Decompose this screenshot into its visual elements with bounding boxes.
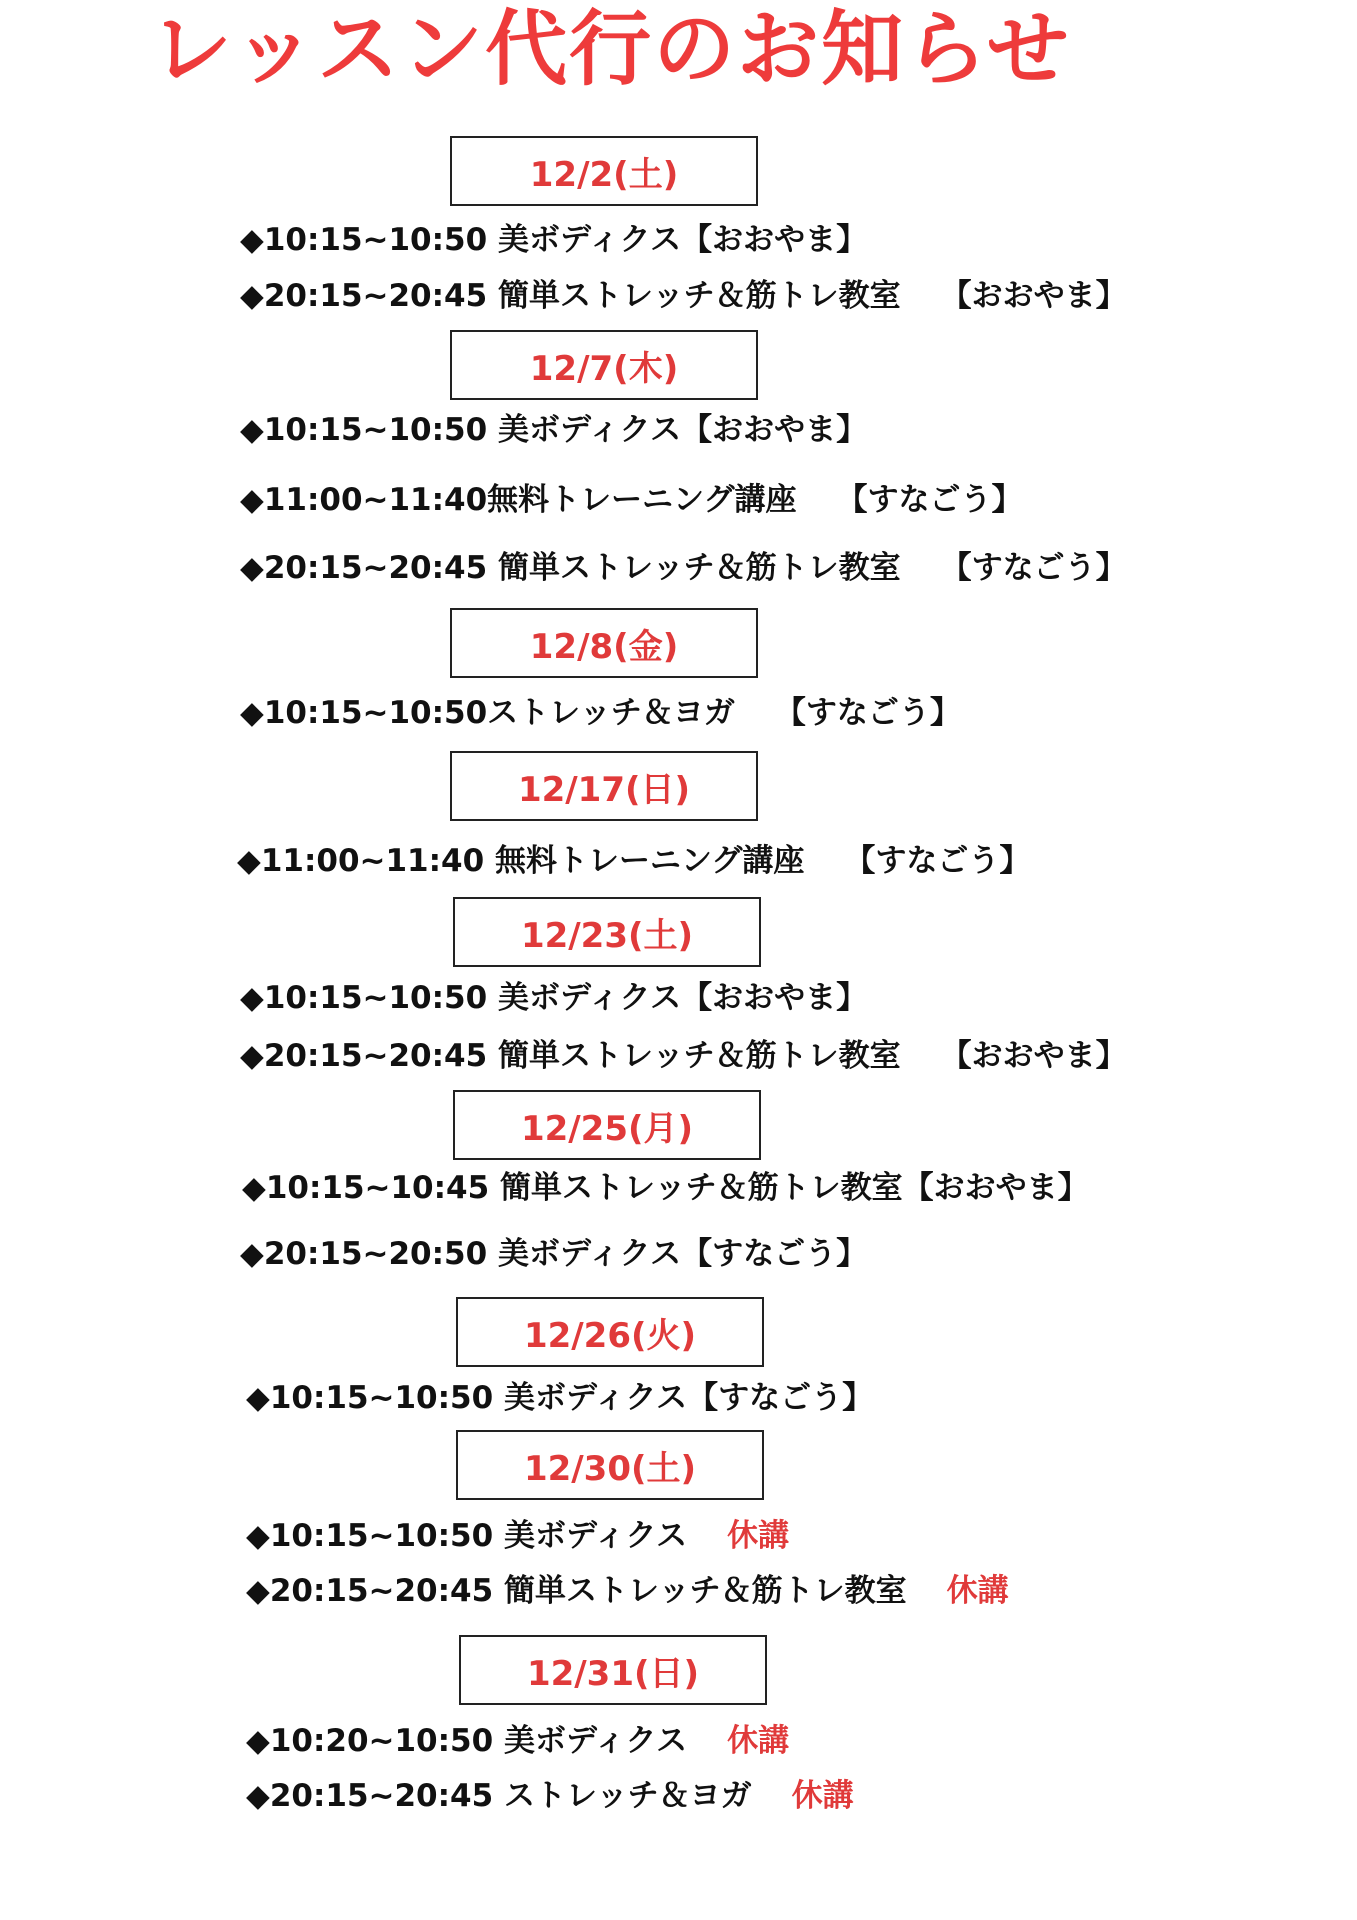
instructor-label: 【おおやま】 (681, 412, 868, 448)
lesson-item (240, 693, 961, 733)
date-box: 12/26(火) (456, 1297, 764, 1367)
lesson-item (246, 1571, 1009, 1611)
date-box: 12/23(土) (453, 897, 761, 967)
instructor-label: 【おおやま】 (681, 980, 868, 1016)
lesson-item (240, 978, 867, 1018)
lesson-text: ◆20:15~20:45 ストレッチ＆ヨガ (246, 1778, 752, 1814)
lesson-item (240, 1234, 867, 1274)
date-box: 12/7(木) (450, 330, 758, 400)
lesson-text: ◆20:15~20:45 簡単ストレッチ＆筋トレ教室 (246, 1573, 907, 1609)
instructor-label: 【おおやま】 (940, 278, 1127, 314)
lesson-text: ◆10:15~10:50 美ボディクス (246, 1518, 688, 1554)
date-box: 12/31(日) (459, 1635, 767, 1705)
lesson-text: ◆10:15~10:50 美ボディクス (240, 412, 682, 448)
lesson-item (240, 276, 1127, 316)
lesson-item (240, 480, 1023, 520)
lesson-item (246, 1516, 789, 1556)
lesson-item (240, 220, 867, 260)
instructor-label: 【すなごう】 (836, 482, 1023, 518)
lesson-text: ◆20:15~20:45 簡単ストレッチ＆筋トレ教室 (240, 1038, 901, 1074)
date-box: 12/30(土) (456, 1430, 764, 1500)
instructor-label: 【すなごう】 (687, 1380, 874, 1416)
lesson-item (240, 548, 1127, 588)
lesson-text: ◆20:15~20:50 美ボディクス (240, 1236, 682, 1272)
instructor-label: 【すなごう】 (774, 695, 961, 731)
instructor-label: 【すなごう】 (844, 843, 1031, 879)
instructor-label: 【すなごう】 (940, 550, 1127, 586)
lesson-text: ◆10:15~10:45 簡単ストレッチ＆筋トレ教室 (242, 1170, 903, 1206)
lesson-item (240, 1036, 1127, 1076)
lesson-item (246, 1378, 873, 1418)
instructor-label: 【おおやま】 (902, 1170, 1089, 1206)
date-box: 12/25(月) (453, 1090, 761, 1160)
lesson-text: ◆10:15~10:50 美ボディクス (246, 1380, 688, 1416)
page-title: レッスン代行のお知らせ (150, 2, 1071, 97)
lesson-text: ◆20:15~20:45 簡単ストレッチ＆筋トレ教室 (240, 550, 901, 586)
lesson-item (246, 1776, 854, 1816)
lesson-item (237, 841, 1030, 881)
lesson-text: ◆20:15~20:45 簡単ストレッチ＆筋トレ教室 (240, 278, 901, 314)
lesson-text: ◆10:20~10:50 美ボディクス (246, 1723, 688, 1759)
lesson-text: ◆11:00~11:40無料トレーニング講座 (240, 482, 797, 518)
cancel-label: 休講 (727, 1723, 790, 1759)
lesson-text: ◆10:15~10:50 美ボディクス (240, 222, 682, 258)
lesson-text: ◆11:00~11:40 無料トレーニング講座 (237, 843, 805, 879)
lesson-item (246, 1721, 789, 1761)
instructor-label: 【すなごう】 (681, 1236, 868, 1272)
lesson-item (242, 1168, 1089, 1208)
instructor-label: 【おおやま】 (681, 222, 868, 258)
instructor-label: 【おおやま】 (940, 1038, 1127, 1074)
cancel-label: 休講 (946, 1573, 1009, 1609)
lesson-item (240, 410, 867, 450)
date-box: 12/17(日) (450, 751, 758, 821)
lesson-text: ◆10:15~10:50 美ボディクス (240, 980, 682, 1016)
date-box: 12/2(土) (450, 136, 758, 206)
cancel-label: 休講 (791, 1778, 854, 1814)
lesson-text: ◆10:15~10:50ストレッチ＆ヨガ (240, 695, 735, 731)
date-box: 12/8(金) (450, 608, 758, 678)
cancel-label: 休講 (727, 1518, 790, 1554)
